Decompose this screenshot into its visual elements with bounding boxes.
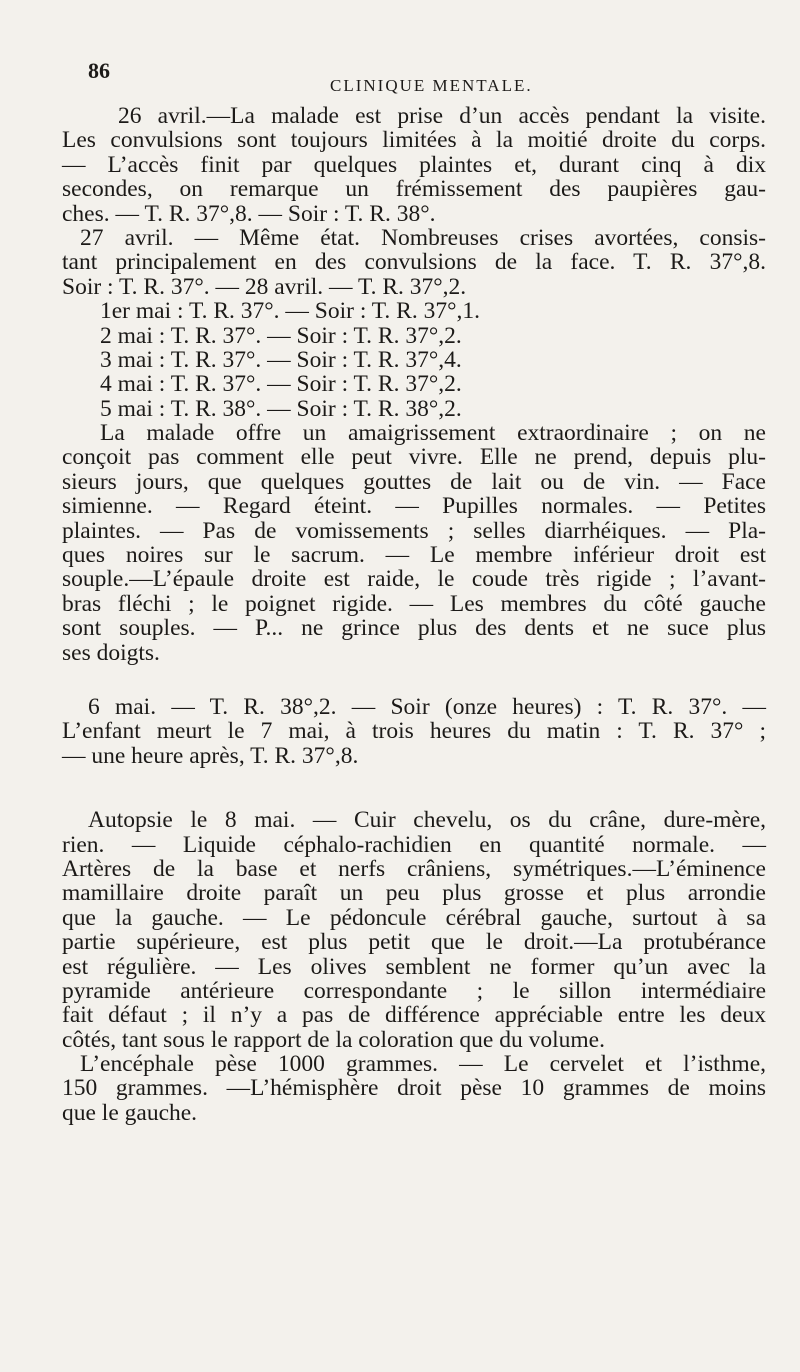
text-line: sont souples. — P... ne grince plus des dents et ne suce plus xyxy=(62,615,766,642)
text-line: — L’accès finit par quelques plaintes et, durant cinq à dix xyxy=(62,151,766,178)
text-line: tant principalement en des convulsions de la face. T. R. 37°,8. xyxy=(62,249,766,276)
text-line: Autopsie le 8 mai. — Cuir chevelu, os du crâne, dure-mère, xyxy=(88,807,766,834)
text-line: côtés, tant sous le rapport de la coloration que du volume. xyxy=(62,1026,605,1053)
text-line: 5 mai : T. R. 38°. — Soir : T. R. 38°,2. xyxy=(100,395,462,422)
text-line: sieurs jours, que quelques gouttes de lait ou de vin. — Face xyxy=(62,468,766,495)
text-line: La malade offre un amaigrissement extraordinaire ; on ne xyxy=(100,420,766,447)
text-line: 27 avril. — Même état. Nombreuses crises avortées, consis- xyxy=(80,224,766,251)
text-line: rien. — Liquide céphalo-rachidien en quantité normale. — xyxy=(62,831,766,858)
text-line: secondes, on remarque un frémissement des paupières gau- xyxy=(62,176,766,203)
text-line: Artères de la base et nerfs crâniens, symétriques.—L’éminence xyxy=(62,855,766,882)
text-line: Les convulsions sont toujours limitées à la moitié droite du corps. xyxy=(62,127,766,154)
text-line: 6 mai. — T. R. 38°,2. — Soir (onze heures) : T. R. 37°. — xyxy=(88,693,766,720)
body-text xyxy=(62,104,766,1125)
text-line: conçoit pas comment elle peut vivre. Elle ne prend, depuis plu- xyxy=(62,444,766,471)
text-line: fait défaut ; il n’y a pas de différence appréciable entre les deux xyxy=(62,1002,766,1029)
page-number: 86 xyxy=(88,58,110,83)
text-line: ques noires sur le sacrum. — Le membre inférieur droit est xyxy=(62,542,766,569)
text-line: ses doigts. xyxy=(62,639,160,666)
text-line: est régulière. — Les olives semblent ne former qu’un avec la xyxy=(62,953,766,980)
text-line: mamillaire droite paraît un peu plus grosse et plus arrondie xyxy=(62,880,766,907)
text-line: 2 mai : T. R. 37°. — Soir : T. R. 37°,2. xyxy=(100,322,462,349)
text-line: L’enfant meurt le 7 mai, à trois heures du matin : T. R. 37° ; xyxy=(62,718,766,745)
text-line: partie supérieure, est plus petit que le droit.—La protubérance xyxy=(62,929,766,956)
text-line: Soir : T. R. 37°. — 28 avril. — T. R. 37°,2. xyxy=(62,273,467,300)
text-line: ches. — T. R. 37°,8. — Soir : T. R. 38°. xyxy=(62,200,436,227)
text-line: L’encéphale pèse 1000 grammes. — Le cervelet et l’isthme, xyxy=(80,1051,766,1078)
text-line: 3 mai : T. R. 37°. — Soir : T. R. 37°,4. xyxy=(100,346,462,373)
text-line: — une heure après, T. R. 37°,8. xyxy=(62,742,359,769)
text-line: 4 mai : T. R. 37°. — Soir : T. R. 37°,2. xyxy=(100,371,462,398)
running-title: CLINIQUE MENTALE. xyxy=(330,76,533,95)
text-line: souple.—L’épaule droite est raide, le coude très rigide ; l’avant- xyxy=(62,566,766,593)
text-line: bras fléchi ; le poignet rigide. — Les membres du côté gauche xyxy=(62,590,766,617)
text-line: 26 avril.—La malade est prise d’un accès pendant la visite. xyxy=(118,103,766,129)
text-line: 1er mai : T. R. 37°. — Soir : T. R. 37°,1. xyxy=(100,298,480,325)
text-line: que la gauche. — Le pédoncule cérébral gauche, surtout à sa xyxy=(62,904,766,931)
text-line: 150 grammes. —L’hémisphère droit pèse 10 grammes de moins xyxy=(62,1075,766,1102)
text-line: pyramide antérieure correspondante ; le sillon intermédiaire xyxy=(62,977,766,1004)
text-line: que le gauche. xyxy=(62,1099,198,1126)
text-line: plaintes. — Pas de vomissements ; selles diarrhéiques. — Pla- xyxy=(62,517,766,544)
text-line: simienne. — Regard éteint. — Pupilles normales. — Petites xyxy=(62,493,766,520)
